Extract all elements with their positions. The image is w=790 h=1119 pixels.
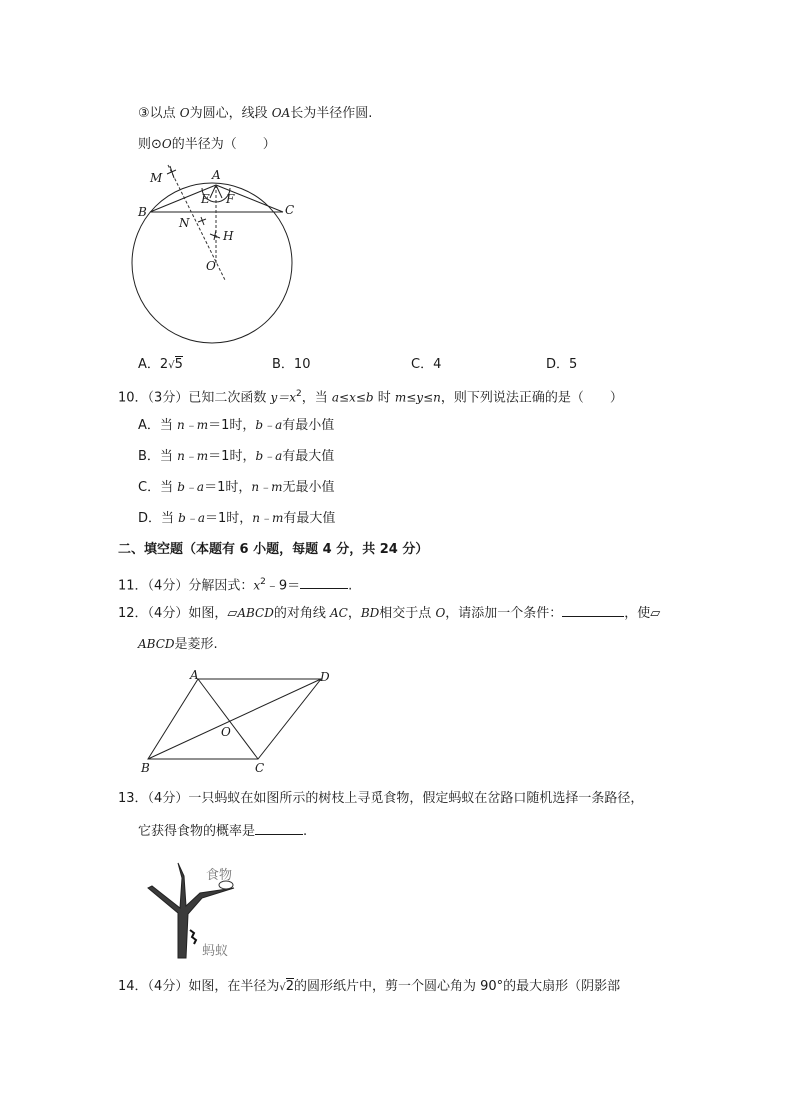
mark-m: [167, 166, 176, 178]
label-b: B: [138, 205, 147, 219]
label-ant: 蚂蚁: [202, 944, 229, 959]
q9-choice-a[interactable]: A．2√5: [138, 357, 183, 372]
label-a: A: [190, 668, 199, 682]
q9-choice-d[interactable]: D．5: [546, 357, 578, 372]
q11-answer-blank[interactable]: [300, 576, 348, 589]
q10-option-a[interactable]: A．当 n﹣m＝1时，b﹣a有最小值: [138, 418, 335, 433]
q13-line1: 13．（4分）一只蚂蚁在如图所示的树枝上寻觅食物，假定蚂蚁在岔路口随机选择一条路径，: [118, 791, 644, 806]
label-d: D: [320, 670, 330, 684]
mark-n: [198, 217, 206, 225]
q12-parallelogram-figure: [138, 668, 338, 776]
q9-question: 则⊙O的半径为（ ）: [138, 137, 276, 152]
label-c: C: [285, 203, 295, 217]
diagonal-ac: [198, 679, 258, 759]
mark-h: [210, 230, 220, 240]
q10-option-c[interactable]: C．当 b﹣a＝1时，n﹣m无最小值: [138, 480, 335, 495]
q9-step3: ③以点 O为圆心，线段 OA长为半径作圆.: [138, 106, 373, 121]
label-m: M: [150, 171, 163, 185]
q9-choice-b[interactable]: B．10: [272, 357, 311, 372]
label-h: H: [223, 229, 234, 243]
q12-answer-blank[interactable]: [562, 604, 624, 617]
section-title-fill-in: 二、填空题（本题有 6 小题，每题 4 分，共 24 分）: [118, 542, 429, 557]
q9-choices: [138, 353, 638, 371]
q13-line2: 它获得食物的概率是 .: [138, 824, 308, 839]
sqrt-sign: √: [168, 360, 175, 371]
q11: 11．（4分）分解因式：$x^2﹣9=$ .: [118, 577, 353, 594]
label-c: C: [255, 761, 265, 775]
label-a: A: [212, 168, 221, 182]
q13-answer-blank[interactable]: [255, 822, 303, 835]
radical-5: 5: [174, 357, 183, 372]
q13-tree-branch-figure: [138, 858, 248, 963]
label-f: F: [226, 192, 235, 206]
label-food: 食物: [206, 868, 233, 883]
label-n: N: [179, 216, 190, 230]
ant-icon: [190, 930, 196, 944]
label-o: O: [221, 725, 231, 739]
q10-option-d[interactable]: D．当 b﹣a＝1时，n﹣m有最大值: [138, 511, 336, 526]
q10-stem: 10．（3分）已知二次函数 $y=x^2$，当 a≤x≤b 时 m≤y≤n，则下列说法正确的是（ ）: [118, 389, 623, 406]
q12-line2: ABCD是菱形.: [138, 637, 218, 652]
q9-circle-figure: [130, 160, 310, 345]
diagonal-bd: [148, 679, 321, 759]
label-b: B: [141, 761, 150, 775]
label-e: E: [201, 192, 210, 206]
q12-line1: 12．（4分）如图，▱ABCD的对角线 AC，BD相交于点 O，请添加一个条件： ，使▱: [118, 606, 661, 621]
radical-2: 2: [285, 979, 294, 994]
q14: 14．（4分）如图，在半径为√2的圆形纸片中，剪一个圆心角为 90°的最大扇形（阴影部: [118, 979, 621, 994]
q9-choice-c[interactable]: C．4: [411, 357, 442, 372]
q10-option-b[interactable]: B．当 n﹣m＝1时，b﹣a有最大值: [138, 449, 335, 464]
label-o: O: [206, 259, 216, 273]
